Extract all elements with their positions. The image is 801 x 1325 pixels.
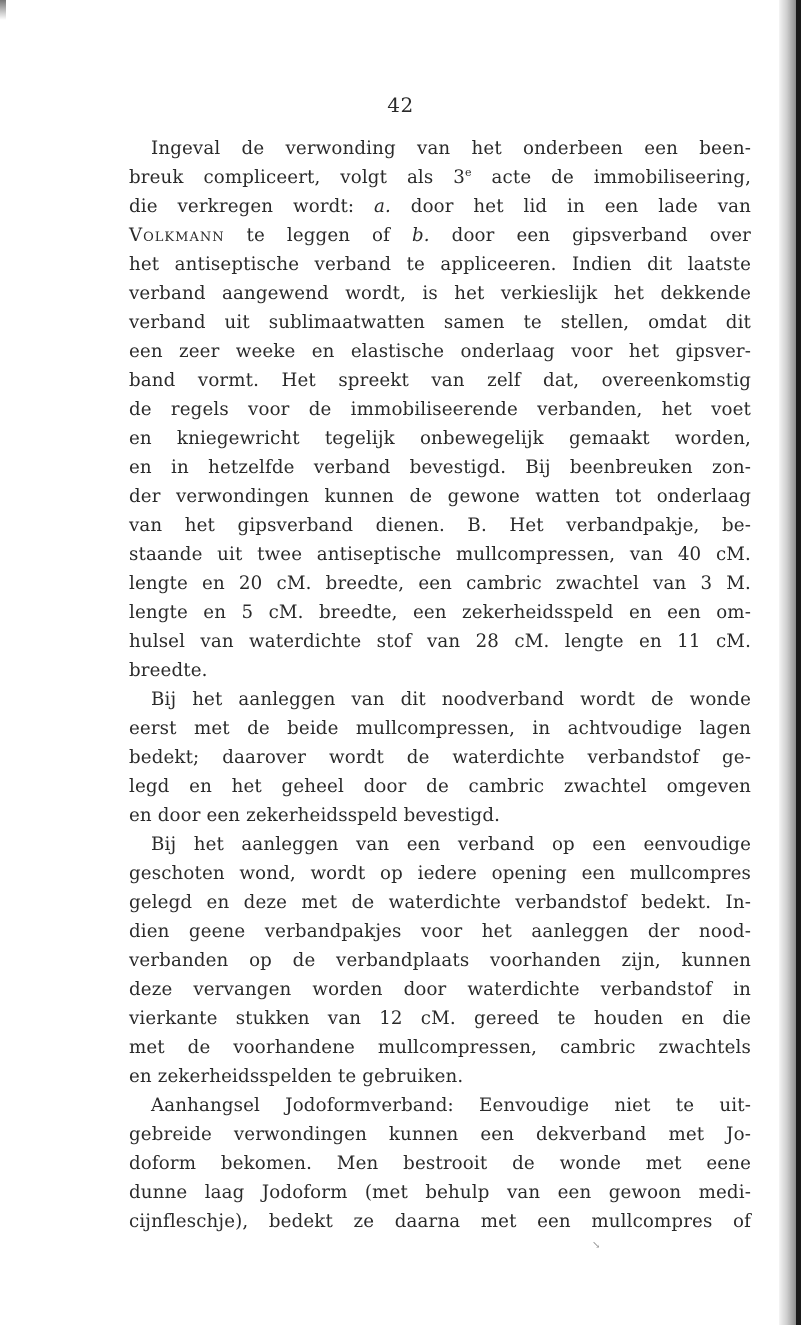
text-line: Ingeval de verwonding van het onderbeen een been- bbox=[151, 138, 751, 159]
author-name: Volkmann bbox=[129, 225, 225, 246]
text-line: cijnfleschje), bedekt ze daarna met een mullcompres of bbox=[129, 1211, 751, 1232]
text-line: met de voorhandene mullcompressen, cambric zwachtels bbox=[129, 1037, 751, 1058]
paragraph-4 bbox=[129, 1091, 751, 1236]
text-line: gelegd en deze met de waterdichte verbandstof bedekt. In- bbox=[129, 892, 751, 913]
text-line: lengte en 5 cM. breedte, een zekerheidsspeld en een om- bbox=[129, 602, 751, 623]
text-line: verband uit sublimaatwatten samen te stellen, omdat dit bbox=[129, 312, 751, 333]
text-line: en in hetzelfde verband bevestigd. Bij beenbreuken zon- bbox=[129, 457, 751, 478]
text-line: band vormt. Het spreekt van zelf dat, overeenkomstig bbox=[129, 370, 751, 391]
text-line: Volkmann te leggen of b. door een gipsverband over bbox=[129, 225, 751, 246]
text-line: Bij het aanleggen van een verband op een eenvoudige bbox=[151, 834, 751, 855]
text-line: bedekt; daarover wordt de waterdichte verbandstof ge- bbox=[129, 747, 751, 768]
page-edge-border bbox=[796, 0, 801, 1325]
text-line: en zekerheidsspelden te gebruiken. bbox=[129, 1066, 464, 1087]
text-line: die verkregen wordt: a. door het lid in een lade van bbox=[129, 196, 751, 217]
page-number: 42 bbox=[387, 93, 414, 117]
text-line: verbanden op de verbandplaats voorhanden zijn, kunnen bbox=[129, 950, 751, 971]
text-line: dien geene verbandpakjes voor het aanleggen der nood- bbox=[129, 921, 751, 942]
text-line: deze vervangen worden door waterdichte verbandstof in bbox=[129, 979, 751, 1000]
text-line: de regels voor de immobiliseerende verbanden, het voet bbox=[129, 399, 751, 420]
text-line: Bij het aanleggen van dit noodverband wordt de wonde bbox=[151, 689, 751, 710]
paragraph-3 bbox=[129, 830, 751, 1091]
text-line: hulsel van waterdichte stof van 28 cM. lengte en 11 cM. bbox=[129, 631, 751, 652]
text-line: der verwondingen kunnen de gewone watten tot onderlaag bbox=[129, 486, 751, 507]
text-line: van het gipsverband dienen. B. Het verbandpakje, be- bbox=[129, 515, 751, 536]
text-line: en door een zekerheidsspeld bevestigd. bbox=[129, 805, 501, 826]
scan-speck: ↘ bbox=[592, 1240, 601, 1251]
text-line: doform bekomen. Men bestrooit de wonde met eene bbox=[129, 1153, 751, 1174]
text-line: geschoten wond, wordt op iedere opening een mullcompres bbox=[129, 863, 751, 884]
body-text bbox=[129, 134, 751, 1236]
text-line: vierkante stukken van 12 cM. gereed te houden en die bbox=[129, 1008, 751, 1029]
text-line: legd en het geheel door de cambric zwachtel omgeven bbox=[129, 776, 751, 797]
text-line: verband aangewend wordt, is het verkieslijk het dekkende bbox=[129, 283, 751, 304]
text-line: het antiseptische verband te appliceeren. Indien dit laatste bbox=[129, 254, 751, 275]
text-line: Aanhangsel Jodoformverband: Eenvoudige niet te uit- bbox=[151, 1095, 751, 1116]
text-line: breuk compliceert, volgt als 3e acte de immobiliseering, bbox=[129, 166, 751, 188]
text-line: gebreide verwondingen kunnen een dekverband met Jo- bbox=[129, 1124, 751, 1145]
paragraph-2 bbox=[129, 685, 751, 830]
text-line: lengte en 20 cM. breedte, een cambric zwachtel van 3 M. bbox=[129, 573, 751, 594]
paragraph-1 bbox=[129, 134, 751, 685]
text-line: breedte. bbox=[129, 660, 208, 681]
text-line: staande uit twee antiseptische mullcompressen, van 40 cM. bbox=[129, 544, 751, 565]
text-line: eerst met de beide mullcompressen, in achtvoudige lagen bbox=[129, 718, 751, 739]
text-line: en kniegewricht tegelijk onbewegelijk gemaakt worden, bbox=[129, 428, 751, 449]
scan-corner-mark bbox=[0, 0, 6, 20]
text-line: dunne laag Jodoform (met behulp van een gewoon medi- bbox=[129, 1182, 751, 1203]
text-line: een zeer weeke en elastische onderlaag voor het gipsver- bbox=[129, 341, 751, 362]
